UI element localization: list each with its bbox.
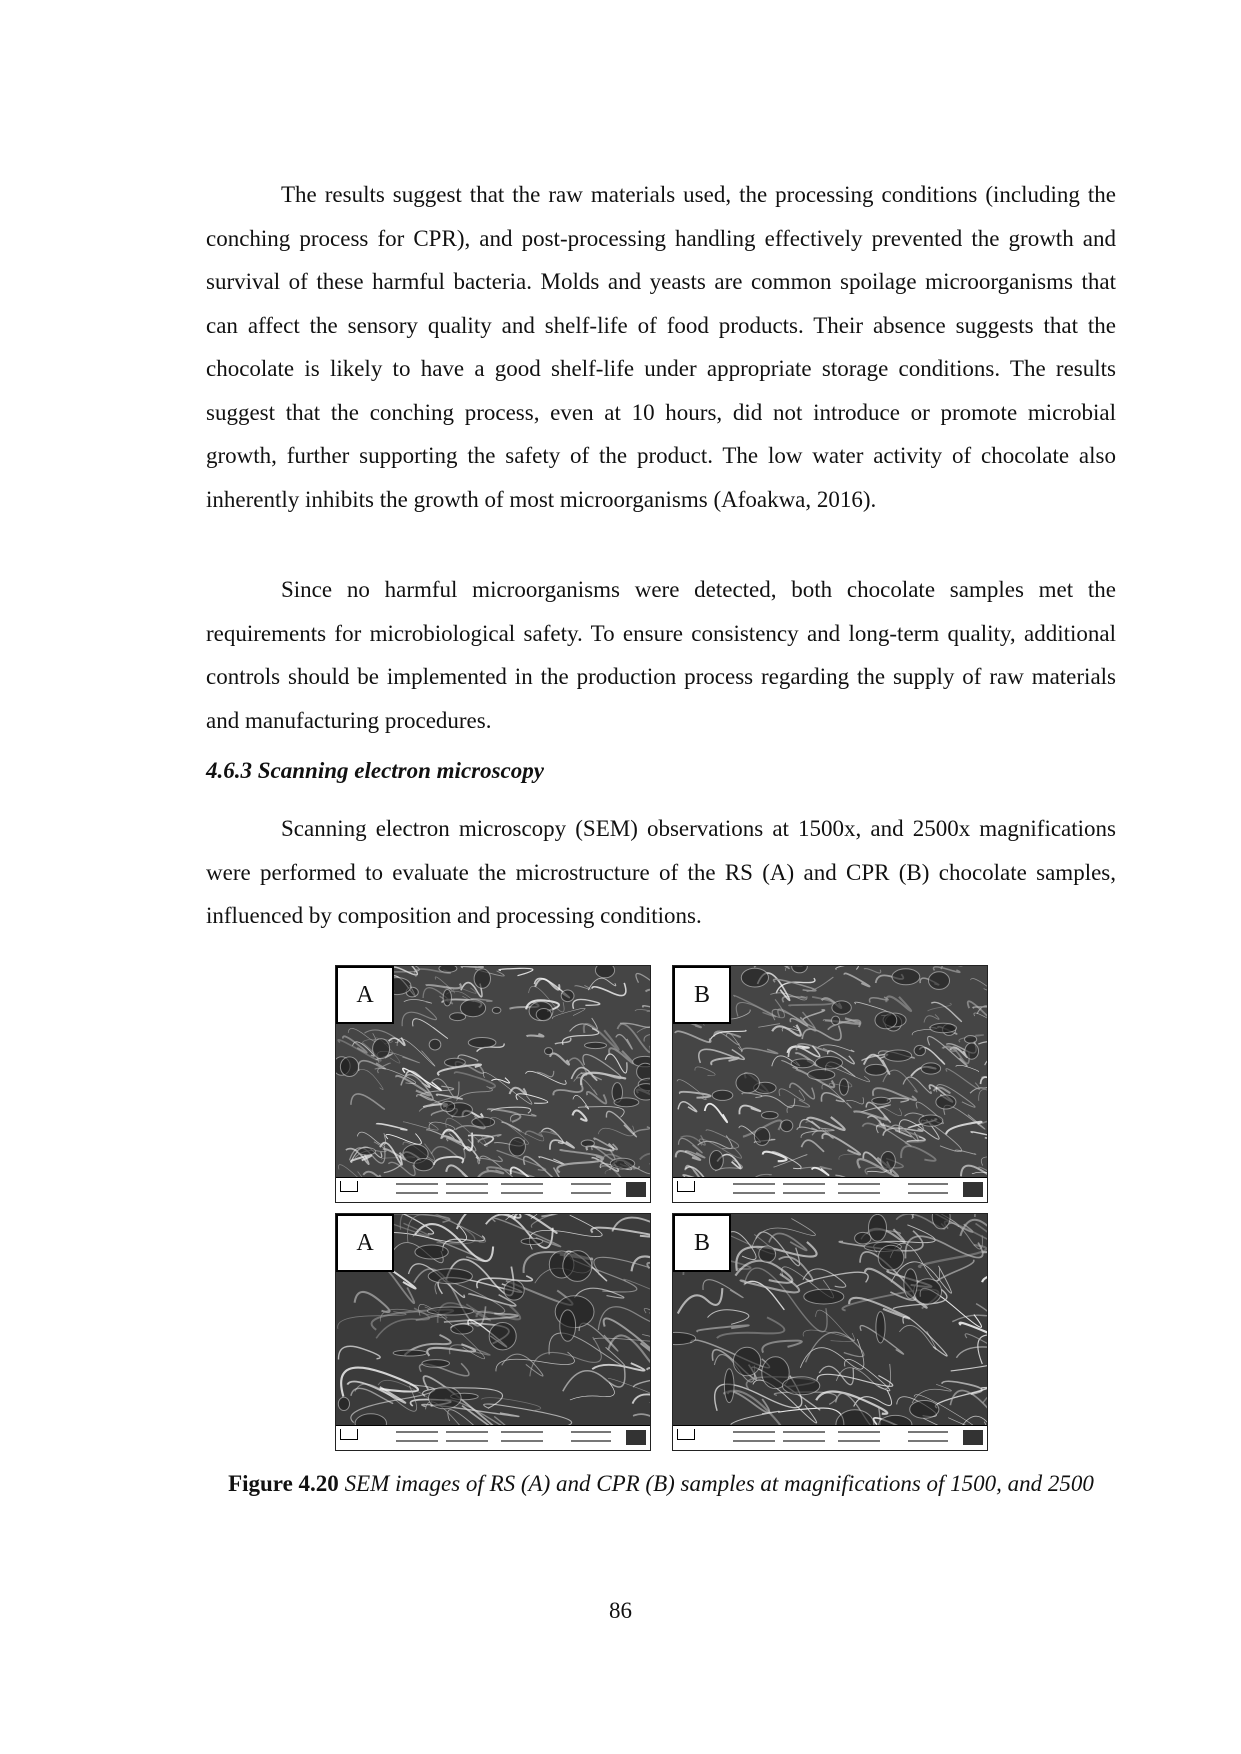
zeiss-logo [626,1430,646,1445]
databar-text [446,1192,488,1194]
scale-bar [677,1181,695,1192]
databar-text [733,1183,775,1185]
databar-text [733,1440,775,1442]
paragraph-safety: Since no harmful microorganisms were detected, both chocolate samples met the requirements for microbiological safety. To ensure consistency and long-term quality, additional controls should be implemented in the production process regarding the supply of raw materials and manufacturing procedures. [206,577,1116,733]
sem-databar [336,1177,650,1202]
databar-text [571,1431,611,1433]
figure-caption [206,1463,1116,1505]
section-subheading: 4.6.3 Scanning electron microscopy [206,758,544,783]
scale-bar [340,1181,358,1192]
databar-text [571,1192,611,1194]
panel-label: A [336,1214,394,1272]
sem-image-panel [335,1213,651,1451]
databar-text [446,1183,488,1185]
panel-label: A [336,966,394,1024]
caption-number: Figure 4.20 [228,1471,339,1496]
zeiss-logo [963,1430,983,1445]
paragraph-sem: Scanning electron microscopy (SEM) observations at 1500x, and 2500x magnifications were performed to evaluate the microstructure of the RS (A) and CPR (B) chocolate samples, influenced by composition and processing conditions. [206,816,1116,928]
sem-databar [673,1425,987,1450]
scale-bar [677,1429,695,1440]
databar-text [396,1440,438,1442]
scale-bar [340,1429,358,1440]
databar-text [783,1183,825,1185]
databar-text [501,1440,543,1442]
databar-text [396,1192,438,1194]
sem-databar [673,1177,987,1202]
databar-text [396,1183,438,1185]
databar-text [908,1431,948,1433]
databar-text [838,1431,880,1433]
databar-text [446,1431,488,1433]
databar-text [783,1192,825,1194]
databar-text [396,1431,438,1433]
databar-text [501,1192,543,1194]
page-number: 86 [609,1598,632,1623]
databar-text [908,1192,948,1194]
panel-label: B [673,966,731,1024]
zeiss-logo [626,1182,646,1197]
databar-text [783,1431,825,1433]
databar-text [571,1440,611,1442]
databar-text [501,1431,543,1433]
databar-text [783,1440,825,1442]
databar-text [838,1192,880,1194]
databar-text [908,1440,948,1442]
databar-text [571,1183,611,1185]
zeiss-logo [963,1182,983,1197]
databar-text [908,1183,948,1185]
paragraph-results: The results suggest that the raw materials used, the processing conditions (including the conching process for CPR), and post-processing handling effectively prevented the growth and survival of these harmful bacteria. Molds and yeasts are common spoilage microorganisms that can affect the sensory quality and shelf-life of food products. Their absence suggests that the chocolate is likely to have a good shelf-life under appropriate storage conditions. The results suggest that the conching process, even at 10 hours, did not introduce or promote microbial growth, further supporting the safety of the product. The low water activity of chocolate also inherently inhibits the growth of most microorganisms (Afoakwa, 2016). [206,182,1116,512]
panel-label: B [673,1214,731,1272]
caption-text: SEM images of RS (A) and CPR (B) samples at magnifications of 1500, and 2500 [344,1471,1094,1496]
sem-image-panel [335,965,651,1203]
databar-text [838,1440,880,1442]
databar-text [733,1431,775,1433]
databar-text [446,1440,488,1442]
sem-image-panel [672,965,988,1203]
databar-text [733,1192,775,1194]
databar-text [838,1183,880,1185]
sem-databar [336,1425,650,1450]
sem-image-panel [672,1213,988,1451]
databar-text [501,1183,543,1185]
